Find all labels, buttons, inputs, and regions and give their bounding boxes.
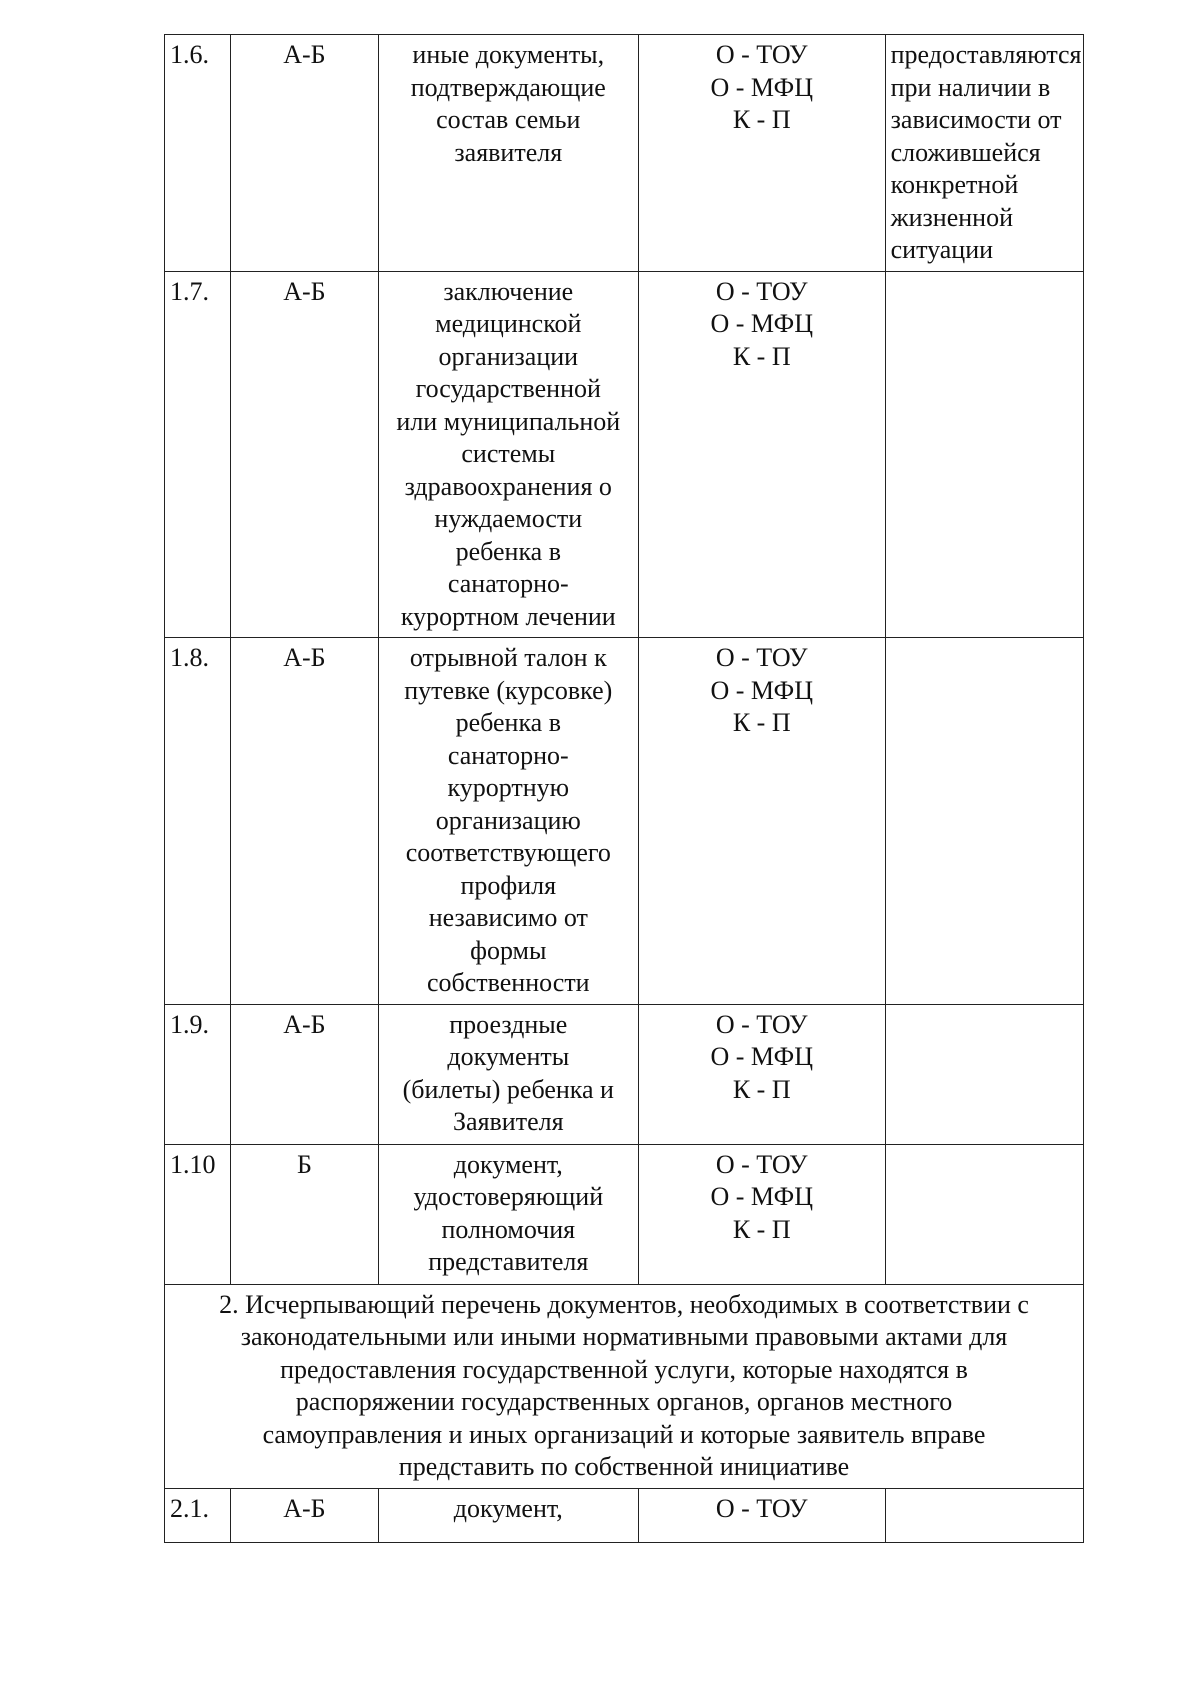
submission-form-line: К - П (732, 708, 791, 737)
section-2-heading-line: 2. Исчерпывающий перечень документов, необходимых в соответствии с (219, 1289, 1029, 1319)
document-name-line: путевке (курсовке) (404, 675, 613, 705)
submission-form-line: О - МФЦ (710, 72, 813, 102)
row-note (885, 1488, 1083, 1542)
document-name (378, 1488, 638, 1542)
row-note-line: конкретной (890, 170, 1019, 199)
document-name-line: соответствующего (405, 838, 611, 867)
submission-form-line: О - ТОУ (715, 1493, 808, 1523)
document-name-line: полномочия (441, 1214, 576, 1244)
table-row (165, 1004, 1084, 1144)
row-number: 1.9. (165, 1004, 231, 1144)
row-note (885, 1004, 1083, 1144)
document-name-line: иные документы, (412, 40, 605, 69)
submission-form (638, 1488, 885, 1542)
document-name-line: независимо от (428, 903, 588, 932)
row-number: 1.8. (165, 638, 231, 1005)
document-name-line: курортную (447, 773, 570, 802)
submission-form (638, 1004, 885, 1144)
row-note-line: жизненной (890, 202, 1013, 232)
row-number: 1.7. (165, 271, 231, 638)
document-name-line: документ, (453, 1149, 563, 1179)
row-number: 2.1. (165, 1488, 231, 1542)
document-name-line: медицинской (435, 309, 582, 338)
submission-form-line: О - ТОУ (715, 1149, 808, 1179)
applicant-category: А-Б (231, 638, 379, 1005)
row-note (885, 271, 1083, 638)
row-number: 1.6. (165, 35, 231, 272)
section-heading-row (165, 1284, 1084, 1488)
submission-form (638, 638, 885, 1005)
document-name-line: представителя (428, 1247, 589, 1276)
table-row (165, 1144, 1084, 1284)
document-name (378, 271, 638, 638)
submission-form-line: О - ТОУ (715, 1009, 808, 1039)
document-name (378, 1004, 638, 1144)
document-name-line: санаторно- (447, 569, 569, 598)
table-row (165, 1488, 1084, 1542)
submission-form-line: О - МФЦ (710, 675, 813, 705)
table-row (165, 35, 1084, 272)
submission-form (638, 271, 885, 638)
submission-form (638, 1144, 885, 1284)
table-row (165, 638, 1084, 1005)
document-name-line: государственной (415, 374, 601, 403)
section-2-heading (165, 1284, 1084, 1488)
section-2-heading-line: предоставления государственной услуги, которые находятся в (280, 1354, 968, 1384)
row-number: 1.10 (165, 1144, 231, 1284)
document-name-line: формы (470, 935, 547, 965)
section-2-heading-line: законодательными или иными нормативными правовыми актами для (240, 1322, 1008, 1351)
row-note-line: при наличии в (890, 72, 1051, 102)
section-2-heading-line: представить по собственной инициативе (398, 1452, 850, 1481)
document-name-line: санаторно- (447, 740, 569, 770)
document-name-line: отрывной талон к (409, 643, 607, 672)
row-note (885, 1144, 1083, 1284)
document-name-line: ребенка в (455, 536, 561, 566)
document-name (378, 1144, 638, 1284)
submission-form-line: О - МФЦ (710, 1182, 813, 1211)
document-name-line: здравоохранения о (404, 471, 612, 501)
document-name-line: курортном лечении (400, 601, 616, 631)
section-2-heading-line: самоуправления и иных организаций и которые заявитель вправе (262, 1419, 986, 1449)
row-note (885, 35, 1083, 272)
applicant-category: А-Б (231, 35, 379, 272)
applicant-category: А-Б (231, 271, 379, 638)
row-note-line: сложившейся (890, 137, 1041, 167)
submission-form-line: К - П (732, 1074, 791, 1104)
document-name (378, 35, 638, 272)
applicant-category: А-Б (231, 1488, 379, 1542)
document-name-line: (билеты) ребенка и (402, 1074, 614, 1104)
document-name-line: заключение (443, 276, 574, 306)
table-row (165, 271, 1084, 638)
submission-form-line: О - МФЦ (710, 1042, 813, 1071)
document-name-line: системы (461, 439, 556, 468)
document-name-line: документы (447, 1042, 570, 1071)
document-name-line: или муниципальной (396, 406, 621, 436)
submission-form-line: К - П (732, 1214, 791, 1244)
document-name-line: заявителя (454, 137, 563, 167)
document-name (378, 638, 638, 1005)
documents-table (164, 34, 1084, 1543)
document-name-line: проездные (449, 1009, 568, 1039)
applicant-category: А-Б (231, 1004, 379, 1144)
row-note-line: предоставляются (890, 40, 1082, 69)
submission-form-line: К - П (732, 105, 791, 134)
document-name-line: документ, (453, 1493, 563, 1523)
row-note-line: зависимости от (890, 105, 1062, 134)
document-name-line: удостоверяющий (413, 1182, 604, 1211)
document-name-line: состав семьи (436, 105, 581, 134)
document-name-line: подтверждающие (410, 72, 606, 102)
submission-form-line: О - ТОУ (715, 643, 808, 672)
document-name-line: организацию (435, 805, 581, 835)
submission-form-line: О - МФЦ (710, 309, 813, 338)
section-2-heading-line: распоряжении государственных органов, органов местного (295, 1387, 953, 1416)
applicant-category: Б (231, 1144, 379, 1284)
submission-form-line: О - ТОУ (715, 40, 808, 69)
document-name-line: ребенка в (455, 708, 561, 737)
document-name-line: собственности (426, 968, 590, 997)
submission-form (638, 35, 885, 272)
document-name-line: профиля (460, 870, 557, 900)
document-name-line: Заявителя (453, 1107, 564, 1136)
submission-form-line: К - П (732, 341, 791, 371)
row-note (885, 638, 1083, 1005)
document-name-line: нуждаемости (434, 504, 583, 533)
document-name-line: организации (438, 341, 579, 371)
submission-form-line: О - ТОУ (715, 276, 808, 306)
row-note-line: ситуации (890, 235, 994, 264)
